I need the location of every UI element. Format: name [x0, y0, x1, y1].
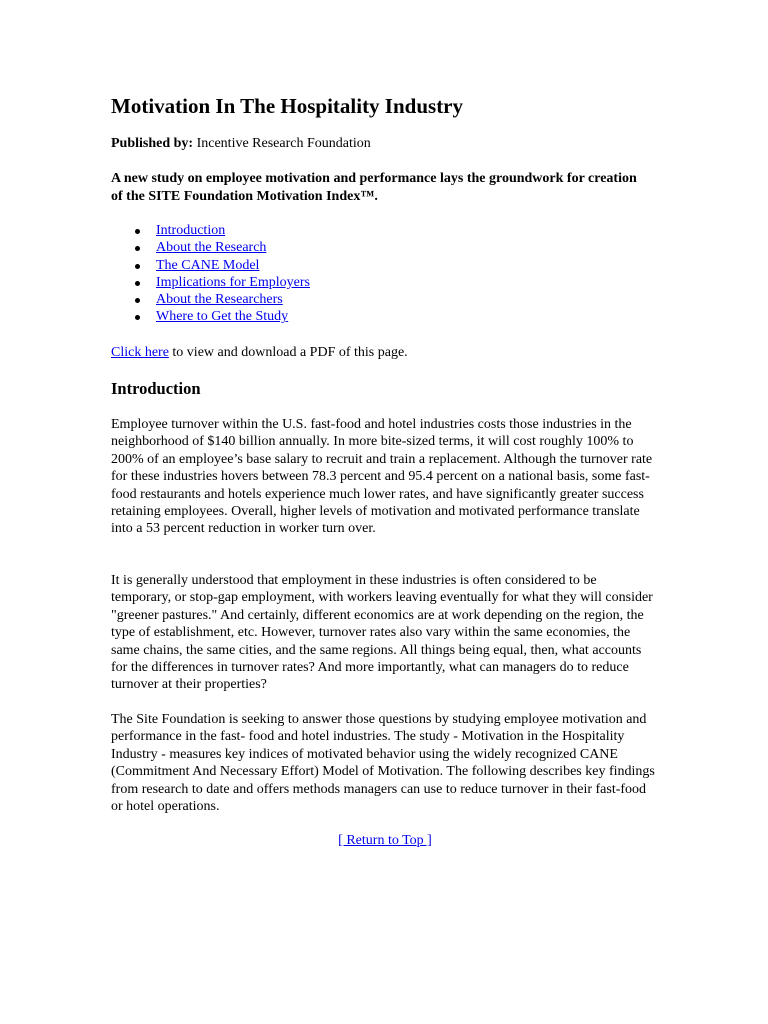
toc-link-cane-model[interactable]: The CANE Model	[156, 257, 260, 273]
toc-link-where-to-get[interactable]: Where to Get the Study	[156, 309, 289, 325]
toc-item-cane-model	[111, 257, 310, 274]
published-by-label: Published by:	[111, 136, 194, 151]
toc-item-implications	[111, 274, 310, 291]
pdf-download-line	[111, 344, 408, 361]
published-by	[111, 135, 371, 152]
toc-item-about-researchers	[111, 291, 310, 308]
bullet-icon	[135, 315, 140, 320]
intro-paragraph-3: The Site Foundation is seeking to answer those questions by studying employee motivation and performance in the fast- food and hotel industries. The study - Motivation in the Hospitality Industry - measures key indices of motivated behavior using the widely recognized CANE (Commitment And Necessary Effort) Model of Motivation. The following describes key findings from research to date and offers methods managers can use to reduce turnover in their fast-food or hotel operations.	[111, 712, 655, 815]
toc-link-about-research[interactable]: About the Research	[156, 240, 267, 256]
pdf-download-text: to view and download a PDF of this page.	[168, 345, 408, 360]
bullet-icon	[135, 298, 140, 303]
toc-link-about-researchers[interactable]: About the Researchers	[156, 292, 283, 308]
lede-text: A new study on employee motivation and performance lays the groundwork for creation of the SITE Foundation Motivation Index™.	[111, 171, 637, 204]
return-to-top-link[interactable]: [ Return to Top ]	[338, 833, 432, 848]
bullet-icon	[135, 281, 140, 286]
intro-paragraph-2: It is generally understood that employment in these industries is often considered to be temporary, or stop-gap employment, with workers leaving eventually for what they will consider "greener pastures." And certainly, different economics are at work depending on the region, the type of establishment, etc. However, turnover rates also vary within the same economies, the same chains, the same cities, and the same regions. All things being equal, then, what accounts for the differences in turnover rates? And more importantly, what can managers do to reduce turnover at their properties?	[111, 573, 653, 693]
publisher-name: Incentive Research Foundation	[196, 136, 371, 151]
intro-paragraph-1: Employee turnover within the U.S. fast-food and hotel industries costs those industries in the neighborhood of $140 billion annually. In more bite-sized terms, it will cost roughly 100% to 200% of an employee’s base salary to recruit and train a replacement. Although the turnover rate for these industries hovers between 78.3 percent and 95.4 percent on a national basis, some fast-food restaurants and hotels experience much lower rates, and have significantly greater success retaining employees. Overall, higher levels of motivation and motivated performance translate into a 53 percent reduction in worker turn over.	[111, 417, 653, 537]
bullet-icon	[135, 264, 140, 269]
return-to-top	[111, 832, 659, 849]
section-heading-introduction: Introduction	[111, 379, 201, 398]
toc-item-about-research	[111, 239, 310, 256]
bullet-icon	[135, 229, 140, 234]
bullet-icon	[135, 246, 140, 251]
table-of-contents	[111, 222, 310, 326]
toc-link-introduction[interactable]: Introduction	[156, 223, 226, 238]
toc-link-implications[interactable]: Implications for Employers	[156, 274, 310, 290]
page-title: Motivation In The Hospitality Industry	[111, 94, 464, 118]
pdf-click-here-link[interactable]: Click here	[111, 345, 169, 360]
toc-item-where-to-get	[111, 308, 310, 325]
toc-item-introduction	[111, 222, 310, 239]
